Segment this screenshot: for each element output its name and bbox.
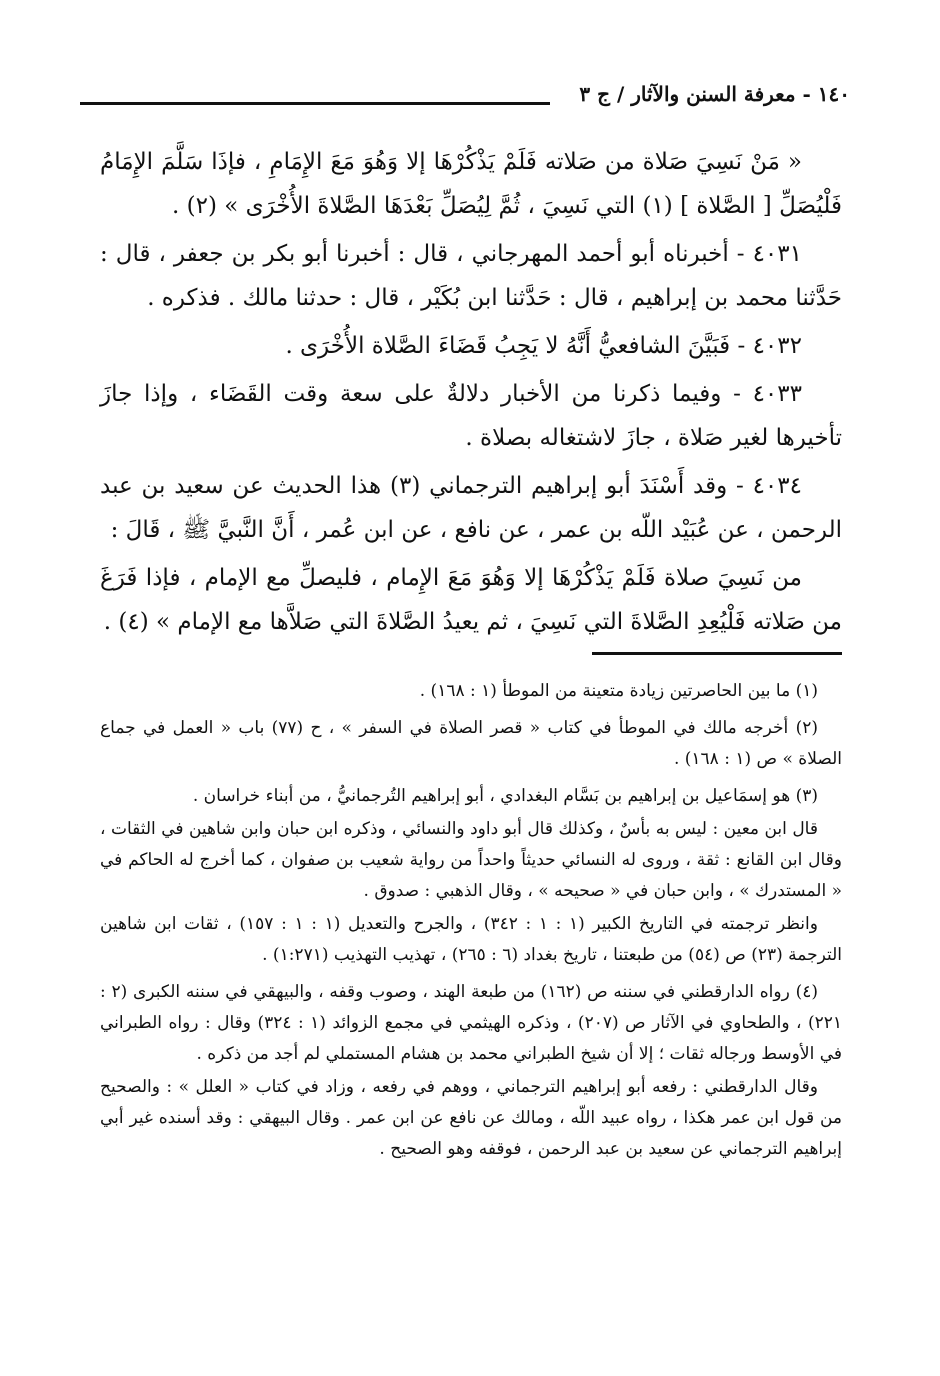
main-text <box>100 140 842 648</box>
footnote-2: (٢) أخرجه مالك في الموطأ في كتاب « قصر الصلاة في السفر » ، ح (٧٧) باب « العمل في جماع الصلاة » ص (١ : ١٦٨) . <box>100 718 842 769</box>
footnote-4-continuation: وقال الدارقطني : رفعه أبو إبراهيم الترجماني ، ووهم في رفعه ، وزاد في كتاب « العلل » : والصحيح من قول ابن عمر هكذا ، رواه عبيد اللّه ، ومالك عن نافع عن ابن عمر . وقال البيهقي : وقد أسنده غير أبي إبراهيم الترجماني عن سعيد بن عبد الرحمن ، فوقفه وهو الصحيح . <box>100 1077 842 1159</box>
hadith-quote: من نَسِيَ صلاة فَلَمْ يَذْكُرْهَا إلا وَهُوَ مَعَ الإِمام ، فليصلِّ مع الإمام ، فإذا فَرَغَ من صَلاته فَلْيُعِدِ الصَّلاةَ التي نَسِيَ ، ثم يعيدُ الصَّلاةَ التي صَلاَّها مع الإمام » (٤) . <box>100 565 842 635</box>
footnote-3-references: وانظر ترجمته في التاريخ الكبير (١ : ١ : ٣٤٢) ، والجرح والتعديل (١ : ١ : ١٥٧) ، ثقات ابن شاهين الترجمة (٢٣) ص (٥٤) من طبعتنا ، تاريخ بغداد (٦ : ٢٦٥) ، تهذيب التهذيب (١:٢٧١) . <box>100 914 842 965</box>
hadith-text: « مَنْ نَسِيَ صَلاة من صَلاته فَلَمْ يَذْكُرْهَا إلا وَهُوَ مَعَ الإِمَامِ ، فإذَا سَلَّمَ الإِمَامُ فَلْيُصَلِّ [ الصَّلاة ] (١) التي نَسِيَ ، ثُمَّ لِيُصَلِّ بَعْدَهَا الصَّلاةَ الأُخْرَى » (٢) . <box>100 149 842 219</box>
running-head: ١٤٠ - معرفة السنن والآثار / ج ٣ <box>579 82 850 106</box>
footnotes <box>100 676 842 1171</box>
footnote-4: (٤) رواه الدارقطني في سننه ص (١٦٢) من طبعة الهند ، وصوب وقفه ، والبيهقي في سننه الكبرى (٢ : ٢٢١) ، والطحاوي في الآثار ص (٢٠٧) ، وذكره الهيثمي في مجمع الزوائد (١ : ٣٢٤) وقال : رواه الطبراني في الأوسط ورجاله ثقات ؛ إلا أن شيخ الطبراني محمد بن هشام المستملي لم أجد من ذكره . <box>100 982 842 1064</box>
footnote-rule <box>592 652 842 655</box>
paragraph-4033: ٤٠٣٣ - وفيما ذكرنا من الأخبار دلالةٌ على سعة وقت القَضَاء ، وإذا جازَ تأخيرها لغير صَلاة ، جازَ لاشتغاله بصلاة . <box>100 381 842 451</box>
footnote-1: (١) ما بين الحاصرتين زيادة متعينة من الموطأ (١ : ١٦٨) . <box>419 681 818 701</box>
page-header <box>80 82 850 122</box>
footnote-3-continuation: قال ابن معين : ليس به بأسٌ ، وكذلك قال أبو داود والنسائي ، وذكره ابن حبان وابن شاهين في الثقات ، وقال ابن القانع : ثقة ، وروى له النسائي حديثاً واحداً من رواية شعيب بن صفوان ، كما أخرج له الحاكم في « المستدرك » ، وابن حبان في « صحيحه » ، وقال الذهبي : صدوق . <box>100 819 842 901</box>
paragraph-4031: ٤٠٣١ - أخبرناه أبو أحمد المهرجاني ، قال : أخبرنا أبو بكر بن جعفر ، قال : حَدَّثنا محمد بن إبراهيم ، قال : حَدَّثنا ابن بُكَيْر ، قال : حدثنا مالك . فذكره . <box>100 241 842 311</box>
footnote-3: (٣) هو إسمَاعيل بن إبراهيم بن بَسَّام البغدادي ، أبو إبراهيم التُرجمانيُّ ، من أبناء خراسان . <box>192 786 818 806</box>
paragraph-4032: ٤٠٣٢ - فَبَيَّنَ الشافعيُّ أَنَّهُ لا يَجِبُ قَضَاءَ الصَّلاة الأُخْرَى . <box>285 333 802 359</box>
header-rule <box>80 102 550 105</box>
paragraph-4034: ٤٠٣٤ - وقد أَسْنَدَ أبو إبراهيم الترجماني (٣) هذا الحديث عن سعيد بن عبد الرحمن ، عن عُبَيْد اللّه بن عمر ، عن نافع ، عن ابن عُمر ، أَنَّ النَّبيَّ ﷺ ، قَالَ : <box>100 473 842 543</box>
